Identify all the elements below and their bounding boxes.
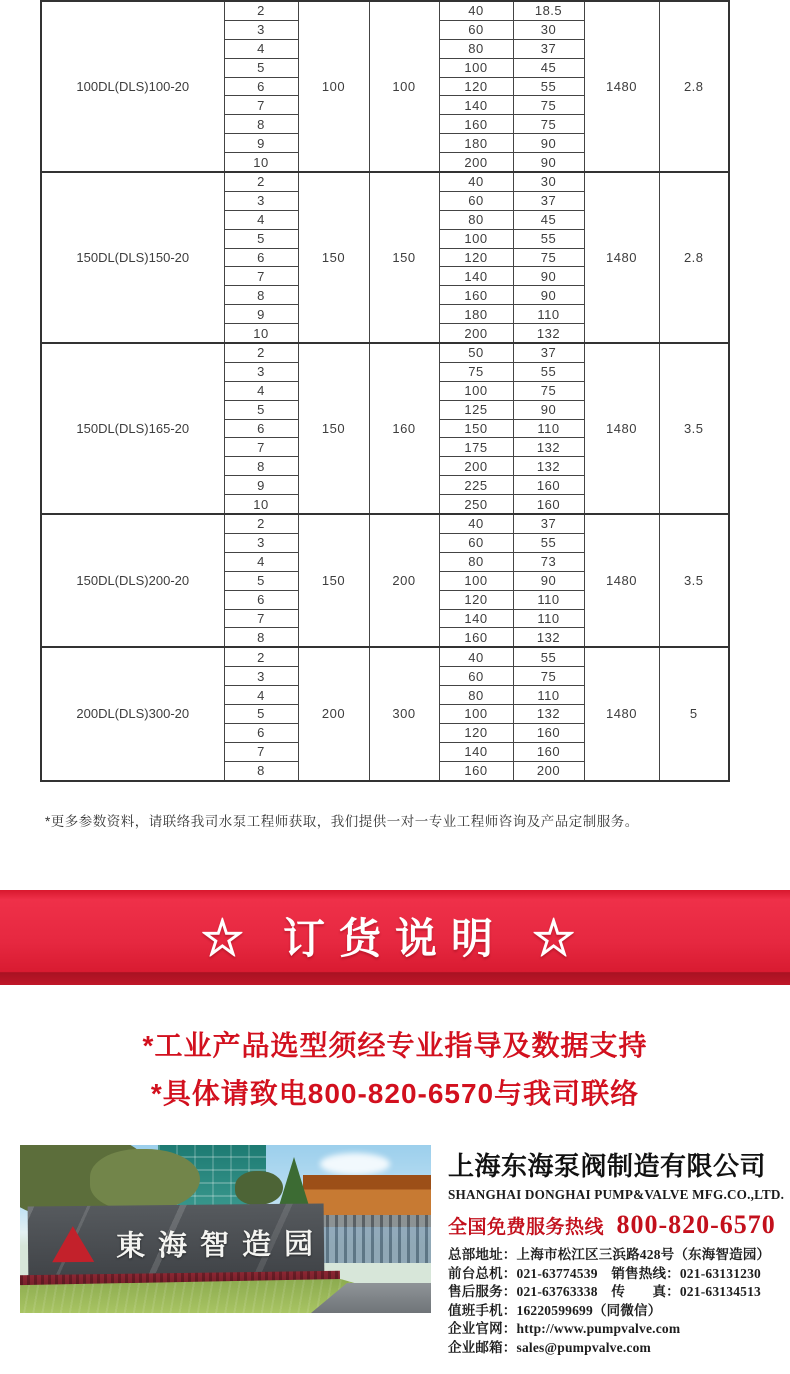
stage-cell: 5 <box>224 229 298 248</box>
flow-cell: 100 <box>439 58 513 77</box>
head-cell: 132 <box>513 438 584 457</box>
stage-cell: 5 <box>224 704 298 723</box>
head-cell: 37 <box>513 343 584 362</box>
company-name-english: SHANGHAI DONGHAI PUMP&VALVE MFG.CO.,LTD. <box>448 1187 785 1202</box>
stage-cell: 4 <box>224 686 298 705</box>
company-name: 上海东海泵阀制造有限公司 <box>448 1151 767 1181</box>
selection-notice-line-1: *工业产品选型须经专业指导及数据支持 <box>142 1030 648 1061</box>
flow-cell: 200 <box>439 457 513 476</box>
head-cell: 200 <box>513 761 584 780</box>
table-row <box>41 172 729 191</box>
model-cell: 150DL(DLS)150-20 <box>41 172 224 343</box>
flow-cell: 180 <box>439 134 513 153</box>
company-info-block <box>448 1146 783 1358</box>
inlet-cell: 150 <box>298 514 369 647</box>
head-cell: 75 <box>513 667 584 686</box>
head-cell: 45 <box>513 210 584 229</box>
stage-cell: 6 <box>224 248 298 267</box>
flow-cell: 80 <box>439 210 513 229</box>
factory-entrance-photo <box>20 1145 431 1313</box>
stage-cell: 7 <box>224 96 298 115</box>
model-cell: 200DL(DLS)300-20 <box>41 647 224 780</box>
last-col-cell: 5 <box>659 647 729 780</box>
head-cell: 75 <box>513 248 584 267</box>
head-cell: 160 <box>513 495 584 514</box>
head-cell: 90 <box>513 267 584 286</box>
head-cell: 160 <box>513 723 584 742</box>
flow-cell: 225 <box>439 476 513 495</box>
head-cell: 73 <box>513 552 584 571</box>
flow-cell: 120 <box>439 723 513 742</box>
stage-cell: 3 <box>224 362 298 381</box>
inlet-cell: 150 <box>298 343 369 514</box>
outlet-cell: 100 <box>369 1 439 172</box>
flow-cell: 140 <box>439 742 513 761</box>
head-cell: 55 <box>513 647 584 666</box>
flow-cell: 180 <box>439 305 513 324</box>
flow-cell: 80 <box>439 686 513 705</box>
stage-cell: 10 <box>224 324 298 343</box>
flow-cell: 100 <box>439 229 513 248</box>
hotline-label: 全国免费服务热线 <box>448 1217 605 1238</box>
head-cell: 110 <box>513 686 584 705</box>
last-col-cell: 3.5 <box>659 343 729 514</box>
flow-cell: 80 <box>439 39 513 58</box>
head-cell: 30 <box>513 172 584 191</box>
stage-cell: 6 <box>224 723 298 742</box>
contact-line-front-desk: 前台总机：021-63774539 销售热线：021-63131230 <box>448 1265 761 1281</box>
head-cell: 37 <box>513 514 584 533</box>
stage-cell: 4 <box>224 381 298 400</box>
contact-line-email: 企业邮箱：sales@pumpvalve.com <box>448 1339 651 1355</box>
flow-cell: 160 <box>439 115 513 134</box>
flow-cell: 200 <box>439 153 513 172</box>
stage-cell: 9 <box>224 305 298 324</box>
flow-cell: 60 <box>439 20 513 39</box>
speed-cell: 1480 <box>584 172 659 343</box>
sign-text: 東海智造园 <box>115 1227 327 1263</box>
stage-cell: 8 <box>224 286 298 305</box>
model-cell: 150DL(DLS)165-20 <box>41 343 224 514</box>
order-instructions-title: ☆ 订货说明 ☆ <box>201 914 589 962</box>
contact-lines <box>448 1246 783 1358</box>
flow-cell: 60 <box>439 667 513 686</box>
head-cell: 90 <box>513 400 584 419</box>
flow-cell: 100 <box>439 381 513 400</box>
table-row <box>41 647 729 666</box>
head-cell: 55 <box>513 229 584 248</box>
flow-cell: 75 <box>439 362 513 381</box>
service-hotline-row <box>448 1210 783 1240</box>
head-cell: 75 <box>513 96 584 115</box>
contact-line-duty-phone: 值班手机：16220599699（同微信） <box>448 1302 662 1318</box>
flow-cell: 50 <box>439 343 513 362</box>
stage-cell: 8 <box>224 457 298 476</box>
stage-cell: 7 <box>224 438 298 457</box>
head-cell: 90 <box>513 286 584 305</box>
flow-cell: 120 <box>439 590 513 609</box>
last-col-cell: 2.8 <box>659 172 729 343</box>
contact-line-address: 总部地址：上海市松江区三浜路428号（东海智造园） <box>448 1247 771 1262</box>
flow-cell: 40 <box>439 172 513 191</box>
flow-cell: 160 <box>439 761 513 780</box>
flow-cell: 140 <box>439 96 513 115</box>
stage-cell: 5 <box>224 571 298 590</box>
stage-cell: 2 <box>224 514 298 533</box>
pump-spec-table-body <box>41 1 729 781</box>
speed-cell: 1480 <box>584 1 659 172</box>
stage-cell: 2 <box>224 172 298 191</box>
stage-cell: 8 <box>224 628 298 647</box>
head-cell: 132 <box>513 457 584 476</box>
selection-notice-block <box>0 1022 790 1118</box>
head-cell: 45 <box>513 58 584 77</box>
outlet-cell: 300 <box>369 647 439 780</box>
inlet-cell: 100 <box>298 1 369 172</box>
flow-cell: 60 <box>439 191 513 210</box>
flow-cell: 100 <box>439 704 513 723</box>
head-cell: 132 <box>513 324 584 343</box>
head-cell: 160 <box>513 476 584 495</box>
flow-cell: 150 <box>439 419 513 438</box>
stage-cell: 9 <box>224 476 298 495</box>
stage-cell: 7 <box>224 742 298 761</box>
stage-cell: 5 <box>224 58 298 77</box>
stage-cell: 7 <box>224 609 298 628</box>
stage-cell: 3 <box>224 20 298 39</box>
head-cell: 55 <box>513 77 584 96</box>
flow-cell: 140 <box>439 609 513 628</box>
stage-cell: 3 <box>224 533 298 552</box>
speed-cell: 1480 <box>584 647 659 780</box>
flow-cell: 125 <box>439 400 513 419</box>
stage-cell: 2 <box>224 647 298 666</box>
head-cell: 132 <box>513 628 584 647</box>
stage-cell: 4 <box>224 39 298 58</box>
flow-cell: 40 <box>439 1 513 20</box>
inlet-cell: 200 <box>298 647 369 780</box>
head-cell: 90 <box>513 134 584 153</box>
flow-cell: 250 <box>439 495 513 514</box>
stage-cell: 2 <box>224 1 298 20</box>
flow-cell: 80 <box>439 552 513 571</box>
flow-cell: 140 <box>439 267 513 286</box>
last-col-cell: 3.5 <box>659 514 729 647</box>
stage-cell: 10 <box>224 495 298 514</box>
table-row <box>41 514 729 533</box>
table-row <box>41 343 729 362</box>
flow-cell: 120 <box>439 248 513 267</box>
stage-cell: 4 <box>224 552 298 571</box>
selection-notice-line-2: *具体请致电800-820-6570与我司联络 <box>150 1078 640 1109</box>
stage-cell: 10 <box>224 153 298 172</box>
stage-cell: 6 <box>224 419 298 438</box>
head-cell: 90 <box>513 153 584 172</box>
head-cell: 110 <box>513 609 584 628</box>
speed-cell: 1480 <box>584 343 659 514</box>
stage-cell: 5 <box>224 400 298 419</box>
head-cell: 110 <box>513 305 584 324</box>
head-cell: 18.5 <box>513 1 584 20</box>
head-cell: 132 <box>513 704 584 723</box>
speed-cell: 1480 <box>584 514 659 647</box>
stage-cell: 8 <box>224 761 298 780</box>
contact-line-website: 企业官网：http://www.pumpvalve.com <box>448 1321 681 1337</box>
contact-line-after-sales: 售后服务：021-63763338 传 真：021-63134513 <box>448 1284 761 1300</box>
flow-cell: 200 <box>439 324 513 343</box>
flow-cell: 100 <box>439 571 513 590</box>
parameter-note: *更多参数资料，请联络我司水泵工程师获取，我们提供一对一专业工程师咨询及产品定制服务。 <box>45 814 639 829</box>
head-cell: 30 <box>513 20 584 39</box>
cloud-shape <box>320 1153 390 1175</box>
inlet-cell: 150 <box>298 172 369 343</box>
stage-cell: 4 <box>224 210 298 229</box>
stage-cell: 7 <box>224 267 298 286</box>
stage-cell: 2 <box>224 343 298 362</box>
flow-cell: 120 <box>439 77 513 96</box>
flow-cell: 175 <box>439 438 513 457</box>
flow-cell: 40 <box>439 514 513 533</box>
stage-cell: 6 <box>224 590 298 609</box>
head-cell: 75 <box>513 381 584 400</box>
flow-cell: 160 <box>439 628 513 647</box>
stage-cell: 3 <box>224 667 298 686</box>
stage-cell: 6 <box>224 77 298 96</box>
head-cell: 90 <box>513 571 584 590</box>
flow-cell: 60 <box>439 533 513 552</box>
head-cell: 110 <box>513 590 584 609</box>
order-instructions-banner <box>0 890 790 985</box>
last-col-cell: 2.8 <box>659 1 729 172</box>
outlet-cell: 160 <box>369 343 439 514</box>
company-logo-triangle-icon <box>52 1226 94 1262</box>
flow-cell: 40 <box>439 647 513 666</box>
table-row <box>41 1 729 20</box>
model-cell: 150DL(DLS)200-20 <box>41 514 224 647</box>
head-cell: 55 <box>513 362 584 381</box>
stage-cell: 9 <box>224 134 298 153</box>
stage-cell: 3 <box>224 191 298 210</box>
head-cell: 110 <box>513 419 584 438</box>
head-cell: 75 <box>513 115 584 134</box>
head-cell: 37 <box>513 191 584 210</box>
model-cell: 100DL(DLS)100-20 <box>41 1 224 172</box>
hotline-number: 800-820-6570 <box>616 1210 776 1239</box>
outlet-cell: 150 <box>369 172 439 343</box>
head-cell: 160 <box>513 742 584 761</box>
outlet-cell: 200 <box>369 514 439 647</box>
pump-spec-table <box>40 0 730 782</box>
flow-cell: 160 <box>439 286 513 305</box>
head-cell: 37 <box>513 39 584 58</box>
head-cell: 55 <box>513 533 584 552</box>
stage-cell: 8 <box>224 115 298 134</box>
